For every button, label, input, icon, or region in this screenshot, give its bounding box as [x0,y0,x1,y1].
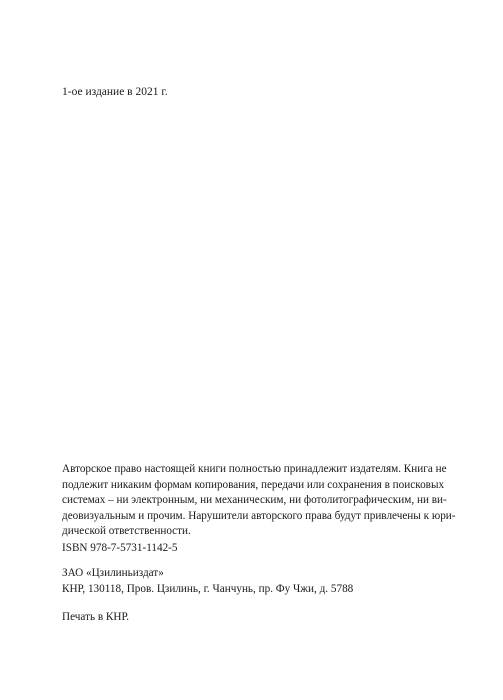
copyright-line: Авторское право настоящей книги полностью принадлежит издателям. Книга не [62,463,447,475]
copyright-line: дической ответственности. [62,525,191,538]
edition-note: 1-ое издание в 2021 г. [62,86,168,98]
printed-in-note: Печать в КНР. [62,611,130,623]
publisher-address: КНР, 130118, Пров. Цзилинь, г. Чанчунь, пр. Фу Чжи, д. 5788 [62,582,354,595]
isbn-number: ISBN 978-7-5731-1142-5 [62,542,178,554]
publisher-info [62,566,440,597]
publisher-name: ЗАО «Цзилиньиздат» [62,567,164,579]
copyright-line: деовизуальным и прочим. Нарушители авторского права будут привлечены к юри- [62,509,456,522]
copyright-notice [62,462,456,540]
copyright-line: системах – ни электронным, ни механическим, ни фотолитографическим, ни ви- [62,494,447,507]
copyright-line: подлежит никаким формам копирования, передачи или сохранения в поисковых [62,478,445,491]
